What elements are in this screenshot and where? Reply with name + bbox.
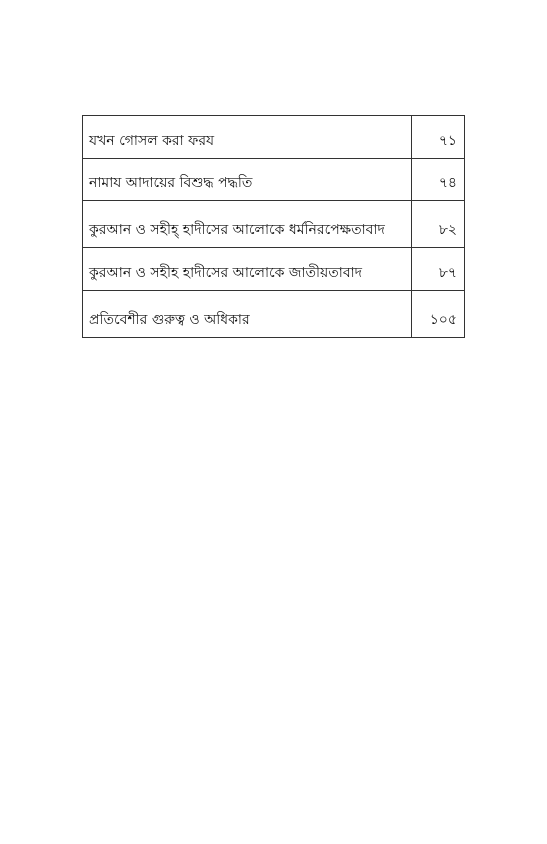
table-row — [83, 116, 465, 159]
toc-entry-title: যখন গোসল করা ফরয — [83, 116, 412, 159]
table-row — [83, 201, 465, 248]
toc-entry-title: নামায আদায়ের বিশুদ্ধ পদ্ধতি — [83, 159, 412, 201]
toc-entry-title: কুরআন ও সহীহ্‌ হাদীসের আলোকে ধর্মনিরপেক্ষতাবাদ — [83, 201, 412, 248]
toc-entry-page: ৭৪ — [411, 159, 464, 201]
toc-entry-title: কুরআন ও সহীহ হাদীসের আলোকে জাতীয়তাবাদ — [83, 248, 412, 291]
table-row — [83, 291, 465, 338]
toc-entry-page: ৮৭ — [411, 248, 464, 291]
table-row — [83, 159, 465, 201]
toc-entry-page: ১০৫ — [411, 291, 464, 338]
table-of-contents — [82, 115, 465, 338]
toc-entry-title: প্রতিবেশীর গুরুত্ব ও অধিকার — [83, 291, 412, 338]
table-row — [83, 248, 465, 291]
toc-entry-page: ৭১ — [411, 116, 464, 159]
toc-entry-page: ৮২ — [411, 201, 464, 248]
